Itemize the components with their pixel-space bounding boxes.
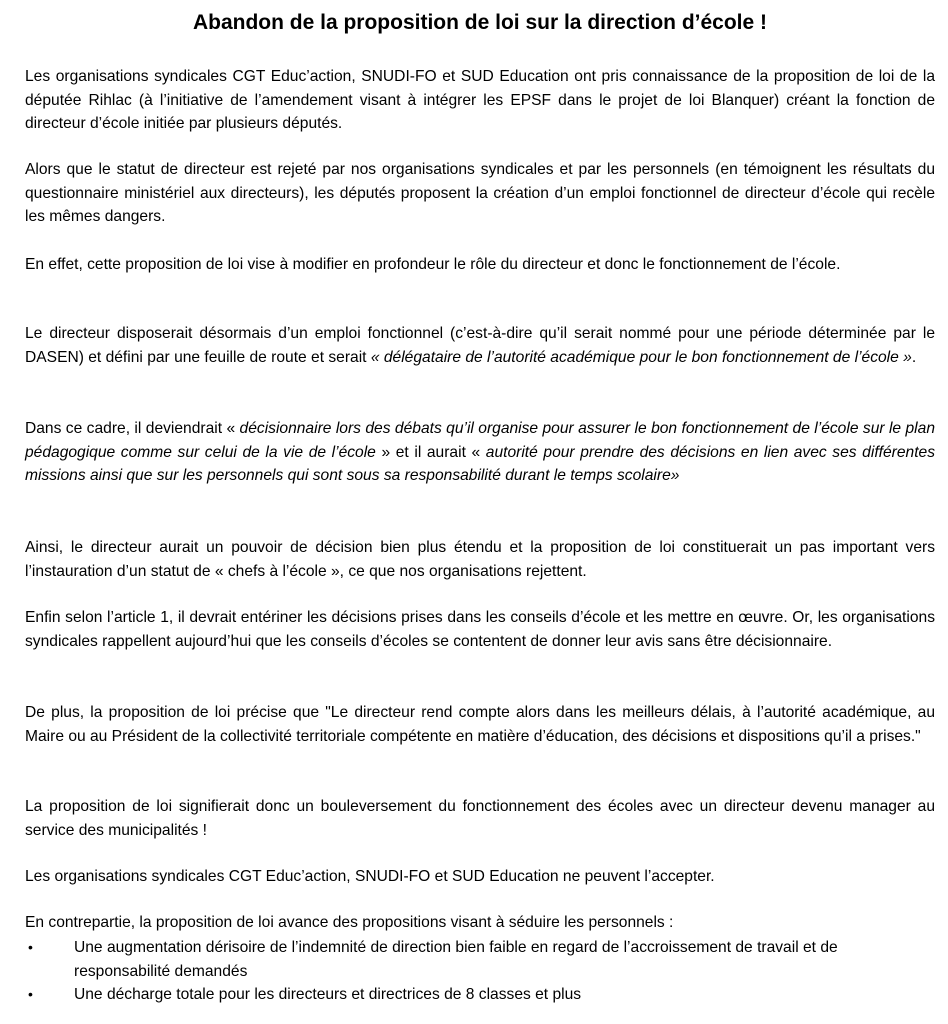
bullet-icon: • <box>28 986 33 1002</box>
paragraph-intro: Les organisations syndicales CGT Educ’action, SNUDI-FO et SUD Education ont pris connaissance de la proposition de loi de la députée Rihlac (à l’initiative de l’amendement visant à intégrer les EPSF dans le projet de loi Blanquer) créant la fonction de directeur d’école initiée par plusieurs députés. <box>25 68 935 132</box>
paragraph-text: » et il aurait « <box>375 443 486 461</box>
document-title: Abandon de la proposition de loi sur la direction d’école ! <box>192 11 768 34</box>
list-item-text: Une augmentation dérisoire de l’indemnité de direction bien faible en regard de l’accroissement de travail et de responsabilité demandés <box>74 939 838 980</box>
paragraph-ainsi: Ainsi, le directeur aurait un pouvoir de décision bien plus étendu et la proposition de loi constituerait un pas important vers l’instauration d’un statut de « chefs à l’école », ce que nos organisations rejettent. <box>25 539 935 580</box>
paragraph-en-effet: En effet, cette proposition de loi vise à modifier en profondeur le rôle du directeur et donc le fonctionnement de l’école. <box>25 256 841 273</box>
paragraph-de-plus: De plus, la proposition de loi précise que "Le directeur rend compte alors dans les meilleurs délais, à l’autorité académique, au Maire ou au Président de la collectivité territoriale compétente en matière d’éducation, des décisions et dispositions qu’il a prises." <box>25 704 935 745</box>
list-item <box>25 936 935 983</box>
paragraph-contrepartie: En contrepartie, la proposition de loi avance des propositions visant à séduire les personnels : <box>25 914 674 931</box>
list-item-text: Une décharge totale pour les directeurs et directrices de 8 classes et plus <box>74 986 582 1003</box>
quote-italic: autorité pour prendre des décisions en lien avec ses différentes missions ainsi que sur les personnels qui sont sous sa responsabilité durant le temps scolaire» <box>25 443 935 484</box>
quote-italic: décisionnaire lors des débats qu’il organise pour assurer le bon fonctionnement de l’école sur le plan pédagogique comme sur celui de la vie de l’école <box>25 420 935 461</box>
paragraph-bouleversement: La proposition de loi signifierait donc un bouleversement du fonctionnement des écoles avec un directeur devenu manager au service des municipalités ! <box>25 798 935 839</box>
paragraph-text: Le directeur disposerait désormais d’un emploi fonctionnel (c’est-à-dire qu’il serait nommé pour une période déterminée par le DASEN) et défini par une feuille de route et serait <box>25 325 935 366</box>
bullet-icon: • <box>28 939 33 955</box>
paragraph-statut: Alors que le statut de directeur est rejeté par nos organisations syndicales et par les personnels (en témoignent les résultats du questionnaire ministériel aux directeurs), les députés proposent la création d’un emploi fonctionnel de directeur d’école qui recèle les mêmes dangers. <box>25 161 935 225</box>
document-page <box>25 0 935 1003</box>
paragraph-text: Dans ce cadre, il deviendrait « <box>25 420 240 437</box>
paragraph-cadre <box>25 417 935 488</box>
quote-italic: « délégataire de l’autorité académique pour le bon fonctionnement de l’école » <box>370 348 912 366</box>
list-item <box>25 983 935 1007</box>
paragraph-refus: Les organisations syndicales CGT Educ’action, SNUDI-FO et SUD Education ne peuvent l’accepter. <box>25 868 715 885</box>
paragraph-enfin: Enfin selon l’article 1, il devrait entériner les décisions prises dans les conseils d’école et les mettre en œuvre. Or, les organisations syndicales rappellent aujourd’hui que les conseils d’écoles se contentent de donner leur avis sans être décisionnaire. <box>25 609 935 650</box>
paragraph-text: . <box>911 348 917 366</box>
propositions-list <box>25 936 935 1007</box>
paragraph-emploi-fonctionnel <box>25 322 935 369</box>
